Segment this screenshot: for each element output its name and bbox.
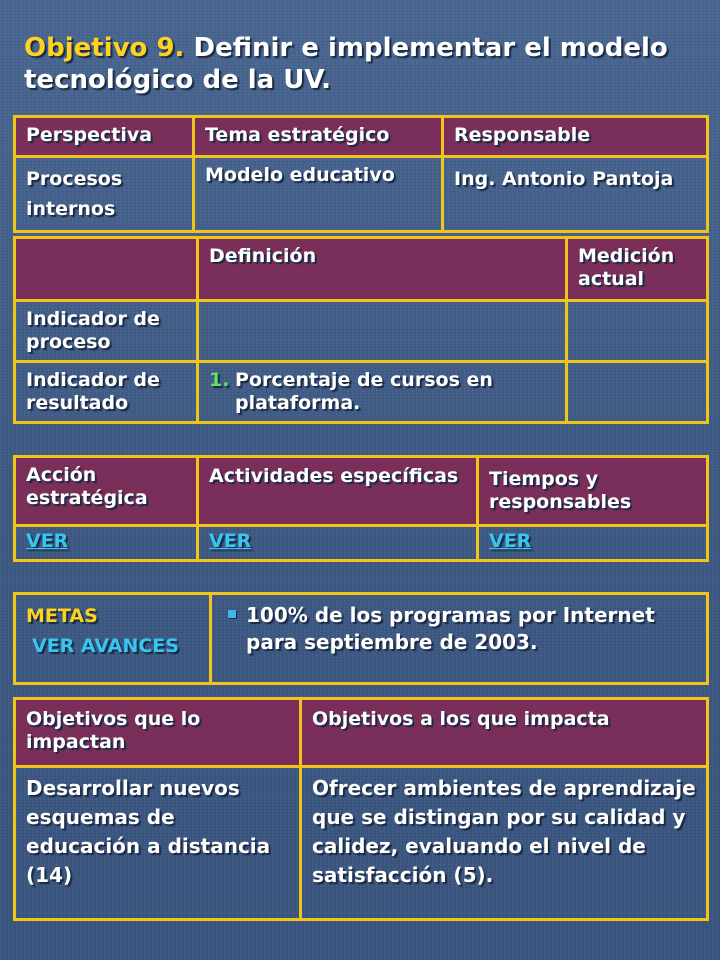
row-label-proceso: Indicador de proceso	[15, 301, 198, 362]
header-tiempos: Tiempos y responsables	[478, 457, 708, 526]
row-definition-resultado	[198, 362, 567, 423]
row-measure-proceso	[567, 301, 708, 362]
definition-text: Porcentaje de cursos en plataforma.	[235, 369, 493, 414]
metas-label: METAS	[26, 605, 98, 627]
actions-table	[13, 455, 709, 562]
header-empty	[15, 238, 198, 301]
header-impacta: Objetivos a los que impacta	[301, 699, 708, 767]
ver-tiempos-link[interactable]: VER	[489, 530, 532, 552]
title-text: Definir e implementar el modelo tecnológico de la UV.	[24, 33, 668, 95]
cell-impacta: Ofrecer ambientes de aprendizaje que se distingan por su calidad y calidez, evaluando el nivel de satisfacción (5).	[301, 767, 708, 920]
header-definicion: Definición	[198, 238, 567, 301]
bullet-icon	[228, 610, 236, 618]
cell-tema: Modelo educativo	[194, 157, 443, 232]
row-measure-resultado	[567, 362, 708, 423]
strategy-table	[13, 115, 709, 233]
list-number: 1.	[209, 369, 230, 391]
objectives-table	[13, 697, 709, 921]
header-tema: Tema estratégico	[194, 117, 443, 157]
header-impactan: Objetivos que lo impactan	[15, 699, 301, 767]
row-definition-proceso	[198, 301, 567, 362]
cell-perspectiva: Procesos internos	[15, 157, 194, 232]
header-medicion: Medición actual	[567, 238, 708, 301]
header-responsable: Responsable	[443, 117, 708, 157]
header-actividades: Actividades específicas	[198, 457, 478, 526]
goal-cell	[211, 594, 708, 684]
goals-cell	[15, 594, 211, 684]
title-highlight: Objetivo 9.	[24, 33, 185, 63]
header-accion: Acción estratégica	[15, 457, 198, 526]
ver-avances-link[interactable]: VER AVANCES	[32, 635, 179, 657]
cell-responsable: Ing. Antonio Pantoja	[443, 157, 708, 232]
cell-impactan: Desarrollar nuevos esquemas de educación a distancia (14)	[15, 767, 301, 920]
page-title	[24, 32, 704, 96]
header-perspectiva: Perspectiva	[15, 117, 194, 157]
ver-actividades-link[interactable]: VER	[209, 530, 252, 552]
indicators-table	[13, 236, 709, 424]
ver-accion-link[interactable]: VER	[26, 530, 69, 552]
goals-table	[13, 592, 709, 685]
goal-text: 100% de los programas por Internet para septiembre de 2003.	[246, 603, 655, 654]
row-label-resultado: Indicador de resultado	[15, 362, 198, 423]
